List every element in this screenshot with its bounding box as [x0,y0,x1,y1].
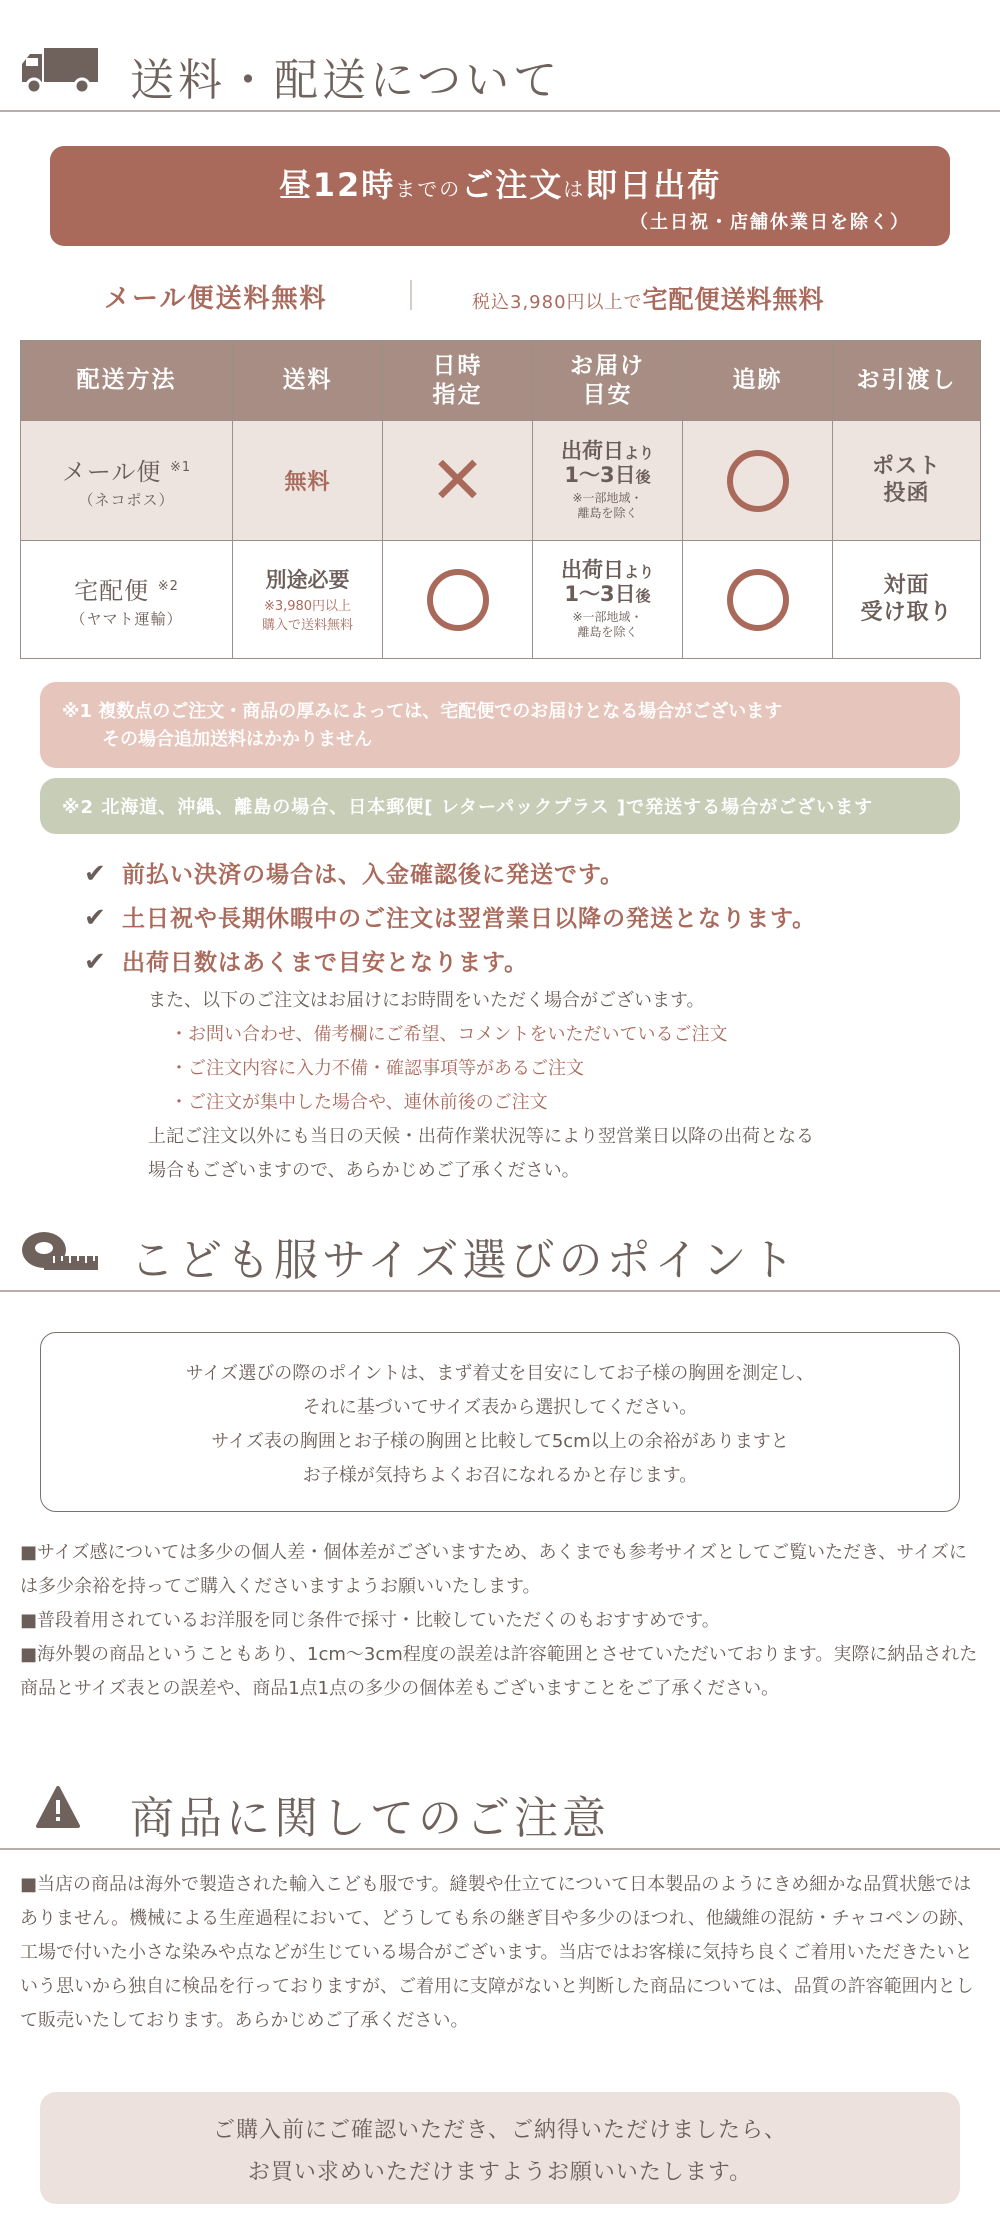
delay-outro-2: 場合もございますので、あらかじめご了承ください。 [148,1160,580,1181]
header-fee: 送料 [233,341,383,421]
check-icon: ✔ [84,859,107,889]
size-tip-line: それに基づいてサイズ表から選択してください。 [302,1397,698,1418]
cell-handover [833,541,981,659]
method-carrier: （ヤマト運輸） [70,609,183,628]
banner-main-text [50,160,950,206]
circle-icon [727,569,789,631]
method-name: 宅配便 [74,576,150,605]
cell-date-spec [383,541,533,659]
delivery-note: ※一部地域・ 離島を除く [572,490,643,521]
shipping-methods-table [20,340,981,659]
mail-free-shipping: メール便送料無料 [104,284,328,314]
delivery-days: 1〜3日 [564,582,636,607]
delivery-go: 後 [635,587,651,606]
delivery-go: 後 [635,468,651,487]
note-2-text: ※2 北海道、沖縄、離島の場合、日本郵便[ レターパックプラス ]で発送する場合がございます [62,797,874,818]
fee-value: 別途必要 [265,568,350,593]
size-section-header [0,1206,1000,1292]
table-row-mail [21,421,981,541]
size-note: ■海外製の商品ということもあり、1cm〜3cm程度の誤差は許容範囲とさせていただいております。実際に納品された商品とサイズ表との誤差や、商品1点1点の多少の個体差もございますことをご了承ください。 [20,1644,978,1699]
check-icon: ✔ [84,903,107,933]
check-item [84,944,964,988]
caution-section-header [0,1764,1000,1850]
check-text: 土日祝や長期休暇中のご注文は翌営業日以降の発送となります。 [122,906,817,932]
cell-tracking [683,421,833,541]
home-free-label: 宅配便送料無料 [642,285,825,314]
check-item [84,856,964,900]
home-free-condition: 税込3,980円以上で [472,292,643,313]
caution-section-title: 商品に関してのご注意 [130,1793,610,1844]
cell-method [21,421,233,541]
check-text: 前払い決済の場合は、入金確認後に発送です。 [122,862,625,888]
confirmation-line-1: ご購入前にご確認いただき、ご納得いただけましたら、 [212,2118,788,2143]
header-handover: お引渡し [833,341,981,421]
header-delivery-estimate: お届け 目安 [533,341,683,421]
size-tips-box [40,1332,960,1512]
size-tip-line: お子様が気持ちよくお召になれるかと存じます。 [302,1465,698,1486]
table-header-row [21,341,981,421]
cell-handover [833,421,981,541]
method-mark: ※1 [170,459,192,475]
header-method: 配送方法 [21,341,233,421]
home-free-shipping [472,280,825,316]
delivery-yori: より [623,563,654,582]
size-tip-line: サイズ表の胸囲とお子様の胸囲と比較して5cm以上の余裕がありますと [211,1431,789,1452]
fee-note: ※3,980円以上 購入で送料無料 [261,599,353,633]
banner-small-2: は [563,177,586,201]
cell-method [21,541,233,659]
cell-fee [233,421,383,541]
shipping-section-title: 送料・配送について [130,55,562,106]
cell-fee [233,541,383,659]
delay-bullet: ・ご注文内容に入力不備・確認事項等があるご注文 [170,1058,584,1079]
free-shipping-row [0,276,1000,316]
size-tip-line: サイズ選びの際のポイントは、まず着丈を目安にしてお子様の胸囲を測定し、 [185,1363,815,1384]
cell-date-spec [383,421,533,541]
shipping-check-list [84,856,964,988]
handover-value: ポスト 投函 [871,454,941,506]
note-1-box [40,682,960,768]
delivery-main: 出荷日 [560,439,624,464]
cell-tracking [683,541,833,659]
note-1-line-1: ※1 複数点のご注文・商品の厚みによっては、宅配便でのお届けとなる場合がございます [62,701,783,722]
same-day-shipping-banner [50,146,950,246]
cross-icon: ✕ [429,441,486,519]
delivery-note: ※一部地域・ 離島を除く [572,609,643,640]
check-text: 出荷日数はあくまで目安となります。 [122,950,529,976]
measuring-tape-icon [20,1228,100,1278]
confirmation-box [40,2092,960,2204]
banner-small-1: までの [395,177,462,201]
warning-icon [36,1784,116,1834]
delay-outro-1: 上記ご注文以外にも当日の天候・出荷作業状況等により翌営業日以降の出荷となる [148,1126,814,1147]
delay-bullet: ・ご注文が集中した場合や、連休前後のご注文 [170,1092,548,1113]
delivery-main: 出荷日 [560,558,624,583]
delay-intro: また、以下のご注文はお届けにお時間をいただく場合がございます。 [148,990,705,1011]
note-1-line-2: その場合追加送料はかかりません [102,728,372,750]
size-section-title: こども服サイズ選びのポイント [130,1235,799,1286]
circle-icon [427,569,489,631]
table-row-home [21,541,981,659]
fee-value: 無料 [284,470,331,495]
circle-icon [727,450,789,512]
delay-bullet: ・お問い合わせ、備考欄にご希望、コメントをいただいているご注文 [170,1024,728,1045]
truck-icon [20,46,100,96]
shipping-section-header [0,26,1000,112]
size-note: ■普段着用されているお洋服を同じ条件で採寸・比較していただくのもおすすめです。 [20,1610,720,1631]
delivery-yori: より [623,444,654,463]
delivery-days: 1〜3日 [564,463,636,488]
method-carrier: （ネコポス） [78,490,175,509]
banner-time: 昼12時 [278,166,396,204]
header-tracking: 追跡 [683,341,833,421]
free-shipping-divider [410,280,412,310]
delay-conditions [148,984,948,1188]
method-mark: ※2 [157,578,179,594]
note-2-box [40,778,960,834]
size-notes [20,1536,982,1706]
size-note: ■サイズ感については多少の個人差・個体差がございますため、あくまでも参考サイズとしてご覧いただき、サイズには多少余裕を持ってご購入くださいますようお願いいたします。 [20,1542,967,1597]
banner-exclusion-note: （土日祝・店舗休業日を除く） [630,212,910,233]
cell-delivery [533,421,683,541]
banner-same-day: 即日出荷 [585,166,722,204]
banner-order: ご注文 [461,166,564,204]
handover-value: 対面 受け取り [860,573,953,625]
confirmation-line-2: お買い求めいただけますようお願いいたします。 [247,2160,753,2185]
check-item [84,900,964,944]
header-date-spec: 日時 指定 [383,341,533,421]
method-name: メール便 [61,457,162,486]
caution-text: ■当店の商品は海外で製造された輸入こども服です。縫製や仕立てについて日本製品のようにきめ細かな品質状態ではありません。機械による生産過程において、どうしても糸の継ぎ目や多少のほつれ、他繊維の混紡・チャコペンの跡、工場で付いた小さな染みや点などが生じている場合がございます。当店ではお客様に気持ち良くご着用いただきたいという思いから独自に検品を行っておりますが、ご着用に支障がないと判断した商品については、品質の許容範囲内として販売いたしております。あらかじめご了承ください。 [20,1874,976,2031]
check-icon: ✔ [84,947,107,977]
cell-delivery [533,541,683,659]
